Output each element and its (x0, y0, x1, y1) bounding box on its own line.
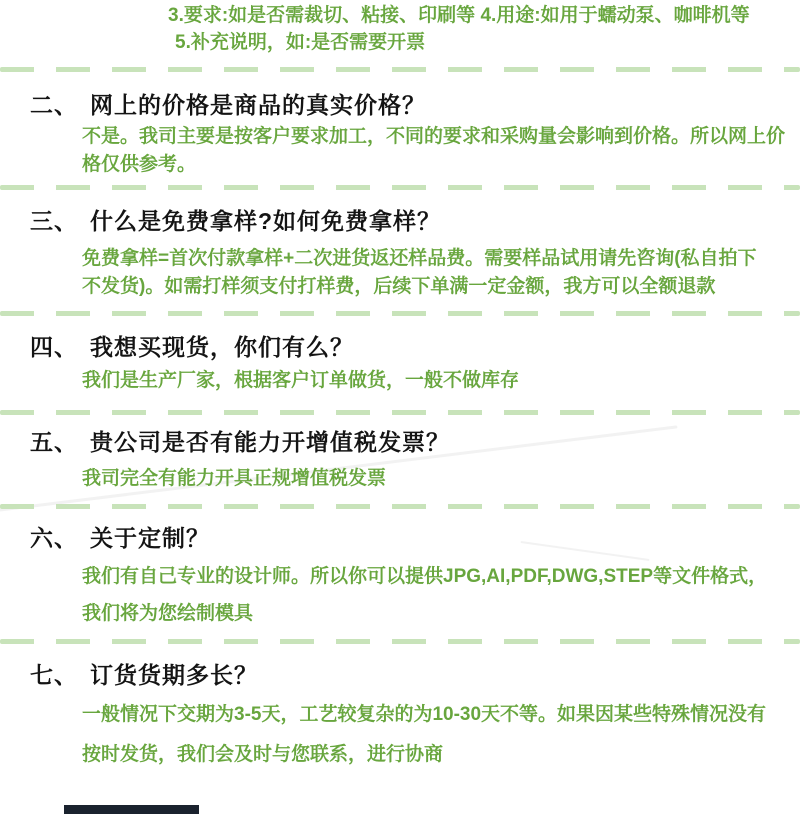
dashed-separator (0, 639, 800, 644)
faq-question-number: 五、 (30, 429, 78, 455)
faq-question-text: 网上的价格是商品的真实价格？ (90, 92, 426, 118)
faq-answer-line: 格仅供参考。 (82, 154, 197, 175)
dashed-separator (0, 410, 800, 415)
faq-question-number: 七、 (30, 662, 78, 688)
faq-answer (82, 704, 766, 766)
faq-answer-line: 我们是生产厂家，根据客户订单做货，一般不做库存 (82, 370, 520, 391)
faq-answer-line: 不发货)。如需打样须支付打样费，后续下单满一定金额，我方可以全额退款 (82, 276, 716, 297)
faq-answer-line: 不是。我司主要是按客户要求加工，不同的要求和采购量会影响到价格。所以网上价 (82, 126, 786, 147)
faq-question-number: 六、 (30, 525, 78, 551)
faq-answer-line: 我们有自己专业的设计师。所以你可以提供JPG,AI,PDF,DWG,STEP等文件格式， (82, 566, 768, 587)
faq-answer-line: 按时发货，我们会及时与您联系，进行协商 (82, 744, 444, 765)
faq-answer (82, 248, 757, 298)
faq-question-number: 四、 (30, 334, 78, 360)
dashed-separator (0, 185, 800, 190)
dashed-separator (0, 504, 800, 509)
faq-question-text: 订货货期多长？ (90, 662, 258, 688)
faq-answer-line: 我们将为您绘制模具 (82, 603, 254, 624)
faq-question (30, 657, 258, 690)
dashed-separator (0, 67, 800, 72)
faq-question (30, 424, 450, 457)
faq-answer (82, 370, 519, 392)
faq-answer-line: 免费拿样=首次付款拿样+二次进货返还样品费。需要样品试用请先咨询(私自拍下 (82, 248, 757, 269)
faq-answer (82, 566, 767, 625)
faq-question-text: 贵公司是否有能力开增值税发票？ (90, 429, 450, 455)
faq-question (30, 203, 441, 236)
faq-question-number: 二、 (30, 92, 78, 118)
faq-answer (82, 468, 386, 490)
cutoff-dark-bar (64, 805, 199, 814)
intro-note (168, 2, 750, 56)
faq-answer-line: 我司完全有能力开具正规增值税发票 (82, 468, 387, 489)
intro-note-line: 5.补充说明，如:是否需要开票 (175, 32, 426, 53)
faq-answer-line: 一般情况下交期为3-5天，工艺较复杂的为10-30天不等。如果因某些特殊情况没有 (82, 704, 767, 725)
watermark-line (520, 541, 649, 561)
faq-question-text: 我想买现货，你们有么？ (90, 334, 354, 360)
faq-question-text: 关于定制？ (90, 525, 210, 551)
intro-note-line: 3.要求:如是否需裁切、粘接、印刷等 4.用途:如用于蠕动泵、咖啡机等 (168, 5, 750, 26)
dashed-separator (0, 311, 800, 316)
faq-answer (82, 126, 785, 176)
faq-question-number: 三、 (30, 208, 78, 234)
faq-question (30, 329, 354, 362)
faq-question-text: 什么是免费拿样?如何免费拿样？ (90, 208, 442, 234)
faq-question (30, 520, 210, 553)
faq-question (30, 87, 426, 120)
